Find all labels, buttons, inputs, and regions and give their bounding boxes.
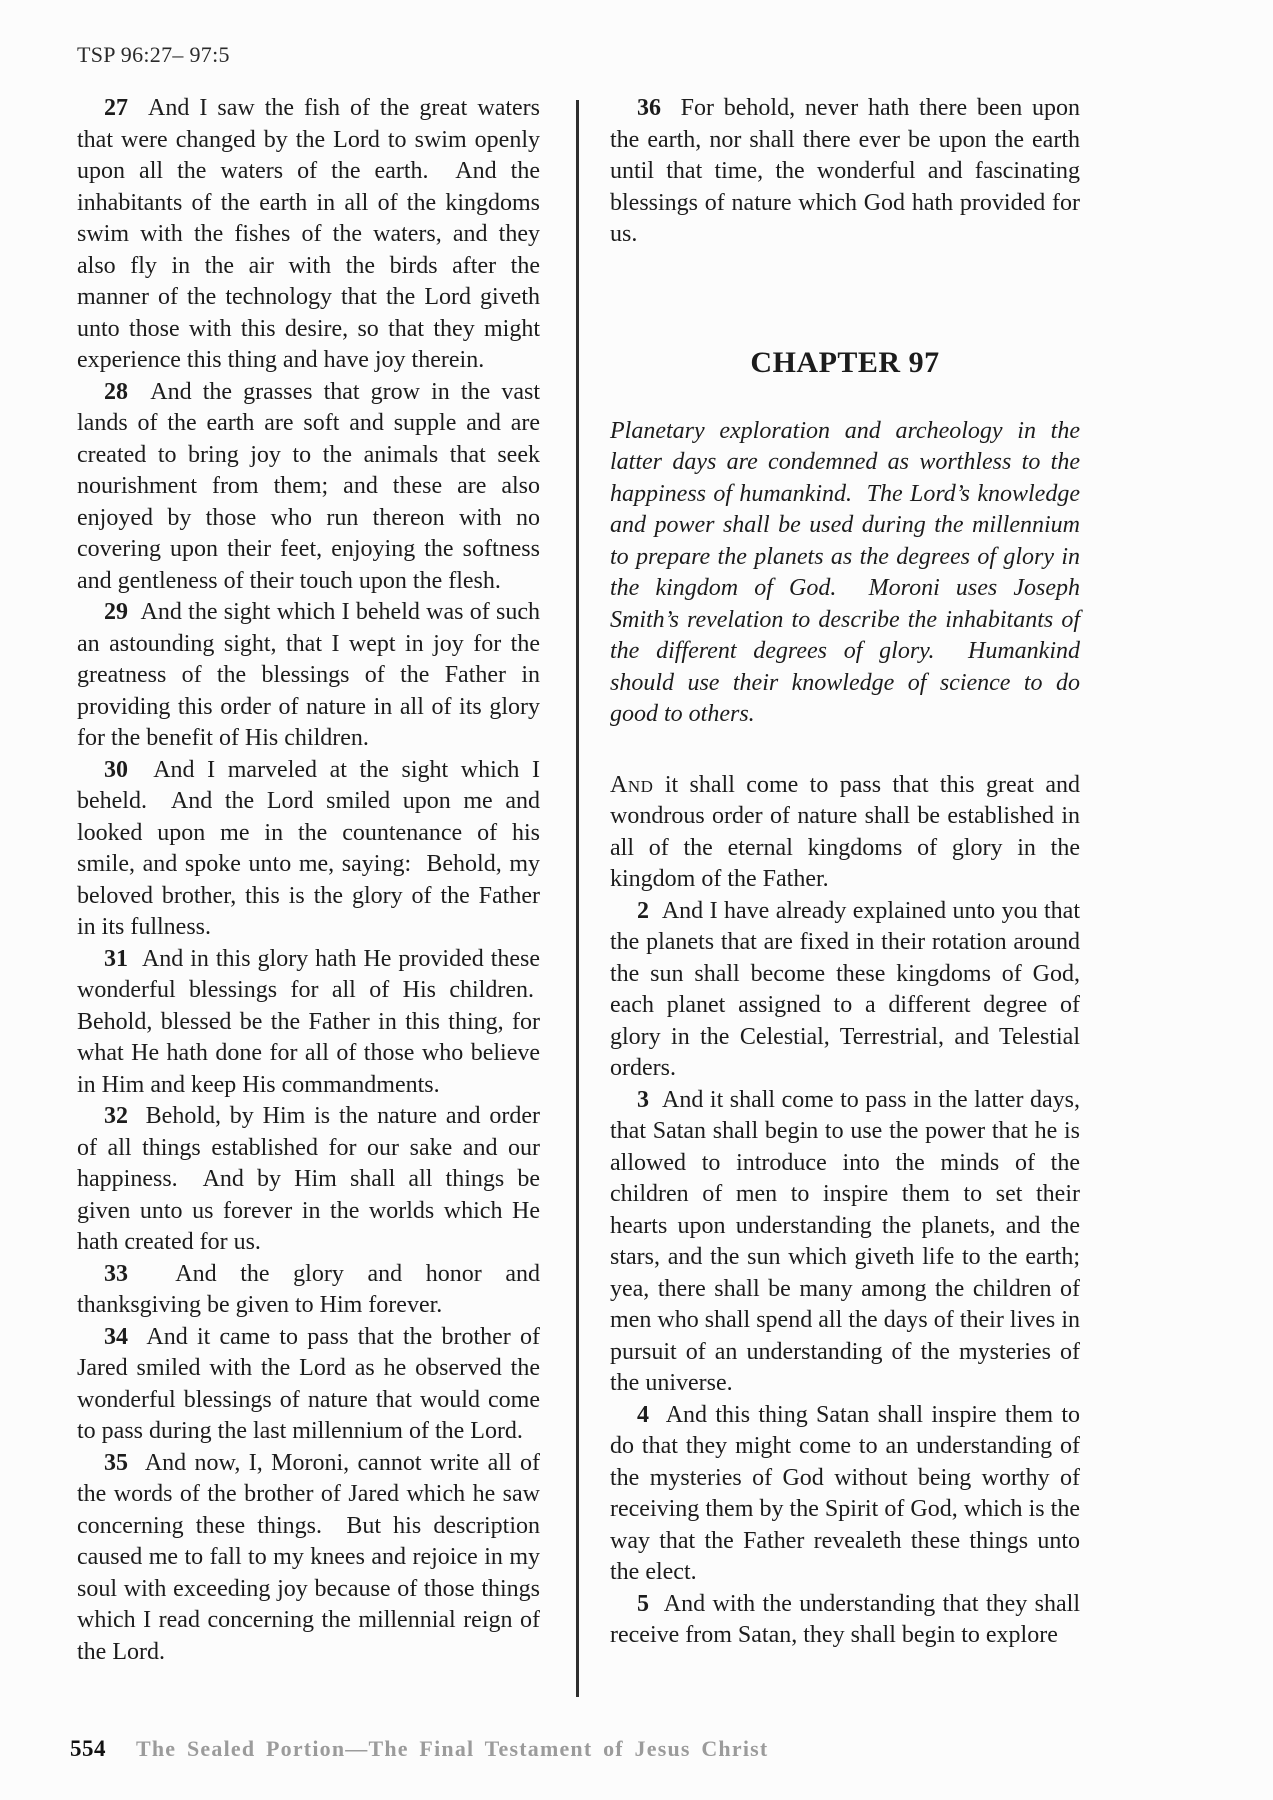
verse-29: 29 And the sight which I beheld was of such an astounding sight, that I wept in joy for the greatness of the blessings of the Father in providing this order of nature in all of its glory for the benefit of His children. bbox=[77, 599, 540, 751]
verse-number: 3 bbox=[637, 1086, 649, 1113]
small-caps-lead-word: And bbox=[610, 771, 654, 798]
verse-32: 32 Behold, by Him is the nature and order of all things established for our sake and our happiness. And by Him shall all things be given unto us forever in the worlds which He hath created for us. bbox=[77, 1103, 541, 1255]
verse-36: 36 For behold, never hath there been upon the earth, nor shall there ever be upon the earth until that time, the wonderful and fascinating blessings of nature which God hath provided for us. bbox=[610, 95, 1081, 247]
verse-27: 27 And I saw the fish of the great waters that were changed by the Lord to swim openly upon all the waters of the earth. And the inhabitants of the earth in all of the kingdoms swim with the fishes of the waters, and they also fly in the air with the birds after the manner of the technology that the Lord giveth unto those with this desire, so that they might experience this thing and have joy therein. bbox=[77, 95, 541, 373]
left-text-column bbox=[77, 93, 540, 1668]
verse-35: 35 And now, I, Moroni, cannot write all of the words of the brother of Jared which he saw concerning these things. But his description caused me to fall to my knees and rejoice in my soul with exceeding joy because of those things which I read concerning the millennial reign of the Lord. bbox=[77, 1449, 540, 1665]
verse-number: 2 bbox=[637, 897, 649, 924]
verse-4: 4 And this thing Satan shall inspire them to do that they might come to an understanding of the mysteries of God without being worthy of receiving them by the Spirit of God, which is the way that the Father revealeth these things unto the elect. bbox=[610, 1401, 1081, 1585]
verse-number: 34 bbox=[104, 1323, 128, 1350]
page-number: 554 bbox=[70, 1736, 106, 1761]
verse-number: 33 bbox=[104, 1260, 128, 1287]
verse-opening: And it shall come to pass that this great and wondrous order of nature shall be established in all of the eternal kingdoms of glory in the kingdom of the Father. bbox=[610, 771, 1081, 892]
verse-number: 30 bbox=[104, 756, 128, 783]
footer-book-title: The Sealed Portion—The Final Testament of Jesus Christ bbox=[136, 1736, 769, 1761]
chapter-summary: Planetary exploration and archeology in the latter days are condemned as worthless to the happiness of humankind. The Lord’s knowledge and power shall be used during the millennium to prepare the planets as the degrees of glory in the kingdom of God. Moroni uses Joseph Smith’s revelation to describe the inhabitants of the different degrees of glory. Humankind should use their knowledge of science to do good to others. bbox=[610, 417, 1080, 727]
verse-number: 35 bbox=[104, 1449, 128, 1476]
right-text-column bbox=[610, 93, 1080, 1652]
page-footer bbox=[70, 1736, 768, 1762]
verse-33: 33 And the glory and honor and thanksgiving be given to Him forever. bbox=[77, 1260, 541, 1318]
chapter-97-verses-container bbox=[610, 770, 1080, 1652]
verse-number: 4 bbox=[637, 1401, 649, 1428]
chapter-heading: CHAPTER 97 bbox=[750, 345, 940, 379]
verse-number: 32 bbox=[104, 1103, 128, 1129]
verse-5: 5 And with the understanding that they shall receive from Satan, they shall begin to explore bbox=[610, 1590, 1080, 1648]
verse-number: 5 bbox=[637, 1590, 649, 1617]
chapter-96-closing-verses bbox=[610, 93, 1080, 251]
verse-31: 31 And in this glory hath He provided these wonderful blessings for all of His children. Behold, blessed be the Father in this thing, for what He hath done for all of those who believe in Him and keep His commandments. bbox=[77, 945, 541, 1098]
verse-number: 29 bbox=[104, 599, 128, 625]
verse-number: 31 bbox=[104, 945, 128, 972]
verse-2: 2 And I have already explained unto you that the planets that are fixed in their rotation around the sun shall become these kingdoms of God, each planet assigned to a different degree of glory in the Celestial, Terrestrial, and Telestial orders. bbox=[610, 897, 1080, 1081]
verse-number: 36 bbox=[637, 95, 661, 121]
verse-34: 34 And it came to pass that the brother of Jared smiled with the Lord as he observed the wonderful blessings of nature that would come to pass during the last millennium of the Lord. bbox=[77, 1323, 540, 1444]
left-verses-container bbox=[77, 93, 540, 1668]
running-head-reference: TSP 96:27– 97:5 bbox=[77, 42, 230, 67]
verse-3: 3 And it shall come to pass in the latter days, that Satan shall begin to use the power that he is allowed to introduce into the minds of the children of men to inspire them to set their hearts upon understanding the planets, and the stars, and the sun which giveth life to the earth; yea, there shall be many among the children of men who shall spend all the days of their lives in pursuit of an understanding of the mysteries of the universe. bbox=[610, 1086, 1081, 1396]
column-divider-rule bbox=[576, 100, 579, 1697]
verse-number: 27 bbox=[104, 95, 128, 121]
verse-28: 28 And the grasses that grow in the vast lands of the earth are soft and supple and are created to bring joy to the animals that seek nourishment from them; and these are also enjoyed by those who run thereon with no covering upon their feet, enjoying the softness and gentleness of their touch upon the flesh. bbox=[77, 378, 541, 594]
verse-number: 28 bbox=[104, 378, 128, 405]
verse-30: 30 And I marveled at the sight which I beheld. And the Lord smiled upon me and looked upon me in the countenance of his smile, and spoke unto me, saying: Behold, my beloved brother, this is the glory of the Father in its fullness. bbox=[77, 756, 541, 940]
